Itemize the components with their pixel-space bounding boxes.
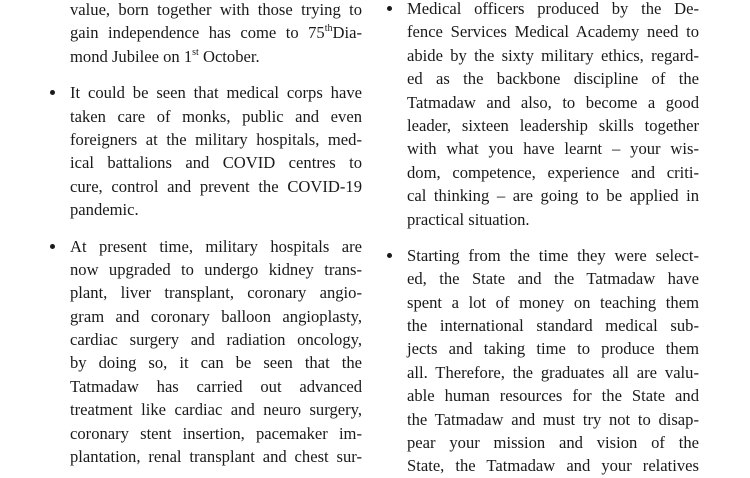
- text-span: Dia-: [332, 23, 362, 43]
- text-line: taken care of monks, public and even: [70, 106, 362, 126]
- bullet-icon: [50, 90, 55, 95]
- text-span: gain independence has come to 75: [70, 23, 325, 43]
- text-line: now upgraded to undergo kidney trans-: [70, 259, 362, 279]
- text-line: fence Services Medical Academy need to: [407, 22, 699, 42]
- bullet-icon: [50, 244, 55, 249]
- text-line: pandemic.: [70, 200, 139, 220]
- text-line: State, the Tatmadaw and your relatives: [407, 456, 699, 476]
- text-line: gram and coronary balloon angioplasty,: [70, 306, 362, 326]
- text-line: cal thinking – are going to be applied in: [407, 186, 699, 206]
- text-line: practical situation.: [407, 209, 530, 229]
- text-line: plant, liver transplant, coronary angio-: [70, 283, 362, 303]
- bullet-item: [70, 81, 362, 221]
- text-line: cardiac surgery and radiation oncology,: [70, 330, 362, 350]
- text-line: ed, the State and the Tatmadaw have: [407, 269, 699, 289]
- text-line: pear your mission and vision of the: [407, 433, 699, 453]
- superscript: th: [324, 23, 333, 35]
- text-line: ical battalions and COVID centres to: [70, 153, 362, 173]
- text-line: [70, 21, 362, 44]
- text-line: treatment like cardiac and neuro surgery,: [70, 400, 362, 420]
- text-line: the international standard medical sub-: [407, 316, 699, 336]
- text-line: leader, sixteen leadership skills together: [407, 115, 699, 135]
- text-line: value, born together with those trying to: [70, 0, 362, 19]
- text-line: cure, control and prevent the COVID-19: [70, 176, 362, 196]
- text-line: jects and taking time to produce them: [407, 339, 699, 359]
- bullet-item: [407, 244, 699, 478]
- bullet-item: [70, 235, 362, 469]
- right-column: [407, 0, 699, 478]
- text-line: abide by the sixty military ethics, regard-: [407, 45, 699, 65]
- text-line: spent a lot of money on teaching them: [407, 292, 699, 312]
- text-line: [70, 45, 362, 68]
- text-line: Medical officers produced by the De-: [407, 0, 699, 18]
- text-line: dom, competence, experience and criti-: [407, 162, 699, 182]
- text-line: with what you have learnt – your wis-: [407, 139, 699, 159]
- text-line: At present time, military hospitals are: [70, 236, 362, 256]
- text-line: all. Therefore, the graduates all are valu-: [407, 362, 699, 382]
- bullet-icon: [387, 253, 392, 258]
- text-line: ed as the backbone discipline of the: [407, 69, 699, 89]
- bullet-icon: [387, 6, 392, 11]
- text-line: Starting from the time they were select-: [407, 245, 699, 265]
- text-line: the Tatmadaw and must try not to disap-: [407, 409, 699, 429]
- text-line: Tatmadaw has carried out advanced: [70, 376, 362, 396]
- text-line: foreigners at the military hospitals, med-: [70, 129, 362, 149]
- left-column: [70, 0, 362, 468]
- superscript: st: [192, 46, 199, 58]
- text-line: It could be seen that medical corps have: [70, 83, 362, 103]
- text-line: by doing so, it can be seen that the: [70, 353, 362, 373]
- continuation-paragraph: [70, 0, 362, 68]
- bullet-item: [407, 0, 699, 231]
- text-line: able human resources for the State and: [407, 386, 699, 406]
- text-span: mond Jubilee on 1: [70, 46, 193, 66]
- text-line: plantation, renal transplant and chest sur-: [70, 447, 362, 467]
- text-line: Tatmadaw and also, to become a good: [407, 92, 699, 112]
- text-line: coronary stent insertion, pacemaker im-: [70, 423, 362, 443]
- text-span: October.: [198, 46, 260, 66]
